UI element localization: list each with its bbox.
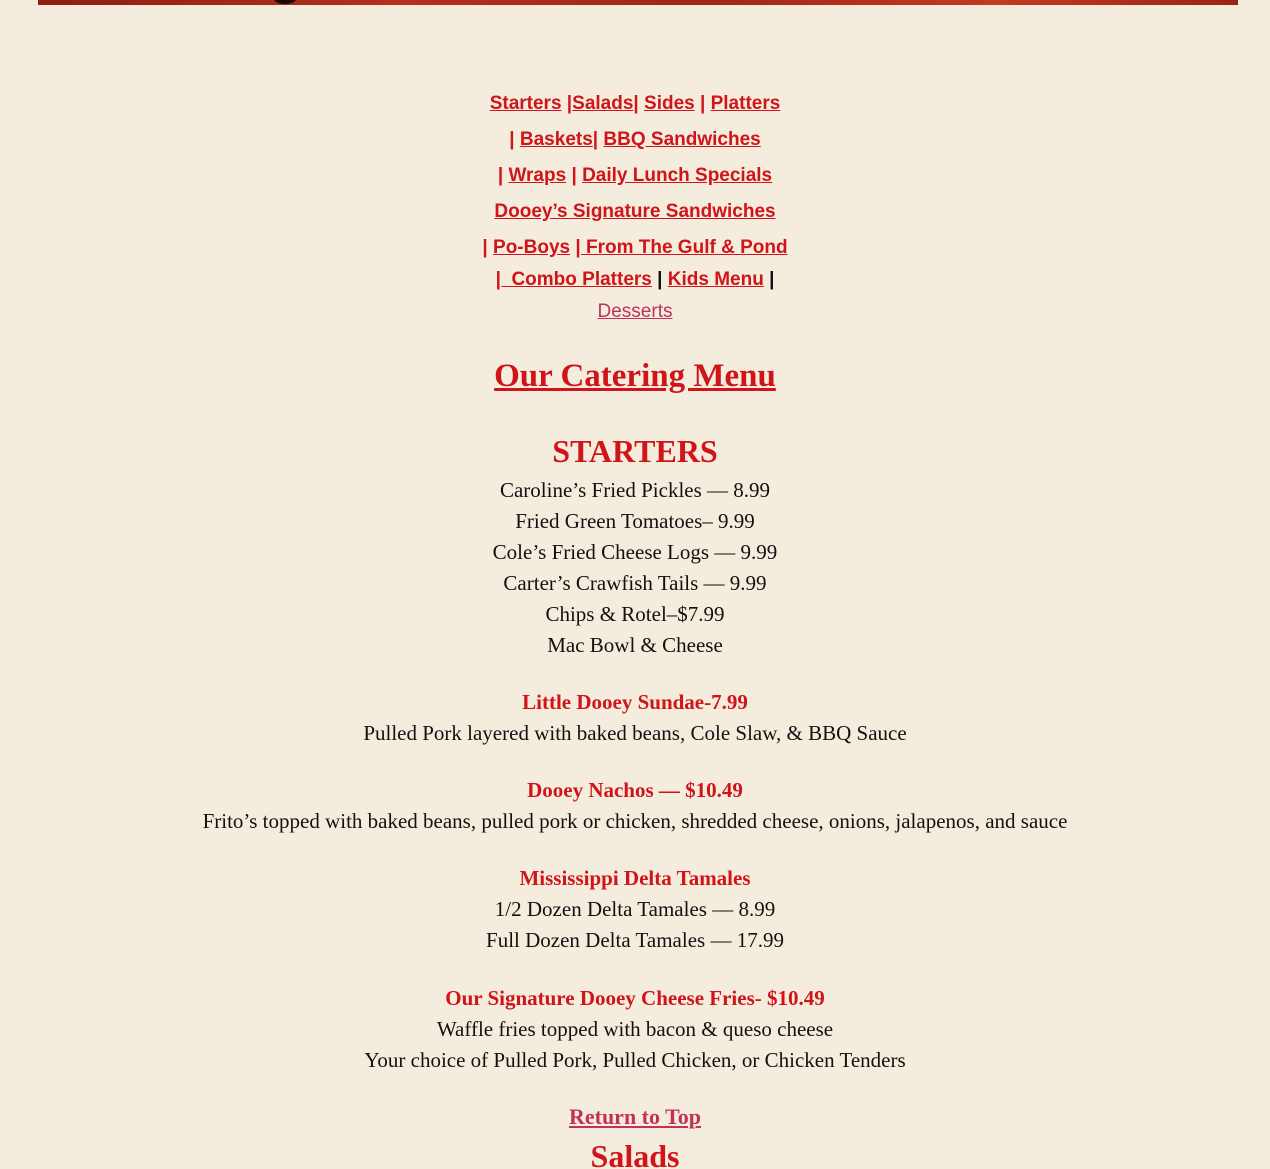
menu-item-heading: Our Signature Dooey Cheese Fries- $10.49	[445, 986, 825, 1010]
nav-separator: |	[497, 165, 509, 186]
menu-item: Cole’s Fried Cheese Logs — 9.99	[492, 540, 778, 564]
menu-nav-row-1	[0, 93, 1270, 115]
menu-nav-row-4	[0, 201, 1270, 223]
nav-link-daily-lunch-specials[interactable]: Daily Lunch Specials	[582, 165, 773, 186]
menu-item-description: Your choice of Pulled Pork, Pulled Chicken, or Chicken Tenders	[364, 1048, 906, 1072]
nav-link-baskets[interactable]: Baskets	[519, 129, 593, 150]
menu-nav-row-5	[0, 237, 1270, 259]
nav-separator: |	[633, 93, 645, 114]
menu-item: Fried Green Tomatoes– 9.99	[515, 509, 755, 533]
nav-separator: |	[509, 129, 520, 150]
menu-item-description: Waffle fries topped with bacon & queso cheese	[436, 1017, 834, 1041]
nav-separator: |	[651, 269, 668, 290]
nav-link-gulf-and-pond[interactable]: | From The Gulf & Pond	[575, 237, 788, 258]
nav-link-kids-menu[interactable]: Kids Menu	[667, 269, 764, 290]
menu-item-heading: Mississippi Delta Tamales	[519, 866, 751, 890]
nav-separator: |	[592, 129, 604, 150]
menu-nav-row-6	[0, 269, 1270, 291]
nav-link-starters[interactable]: Starters	[489, 93, 562, 114]
menu-item: Full Dozen Delta Tamales — 17.99	[486, 928, 784, 952]
menu-item-heading: Little Dooey Sundae-7.99	[522, 690, 748, 714]
nav-link-wraps[interactable]: Wraps	[508, 165, 567, 186]
nav-separator: |	[482, 237, 494, 258]
header-banner-image	[38, 0, 1238, 5]
menu-nav-row-7	[0, 301, 1270, 323]
menu-item: 1/2 Dozen Delta Tamales — 8.99	[494, 897, 776, 921]
salads-section-title: Salads	[590, 1138, 680, 1169]
menu-item: Caroline’s Fried Pickles — 8.99	[499, 478, 771, 502]
menu-item-heading: Dooey Nachos — $10.49	[527, 778, 743, 802]
menu-item: Carter’s Crawfish Tails — 9.99	[503, 571, 767, 595]
return-to-top-link[interactable]: Return to Top	[568, 1104, 702, 1129]
nav-link-bbq-sandwiches[interactable]: BBQ Sandwiches	[603, 129, 761, 150]
nav-link-signature-sandwiches[interactable]: Dooey’s Signature Sandwiches	[494, 201, 776, 222]
nav-link-desserts[interactable]: Desserts	[597, 301, 673, 322]
catering-menu-heading: Our Catering Menu	[494, 358, 776, 394]
nav-link-combo-platters[interactable]: | Combo Platters	[495, 269, 652, 290]
banner-logo-fragment	[274, 0, 296, 4]
menu-nav-row-2	[0, 129, 1270, 151]
nav-link-po-boys[interactable]: Po-Boys	[493, 237, 571, 258]
nav-separator: |	[566, 165, 583, 186]
starters-section-title: STARTERS	[552, 433, 718, 469]
nav-separator: |	[694, 93, 711, 114]
menu-item-description: Frito’s topped with baked beans, pulled pork or chicken, shredded cheese, onions, jalapenos, and sauce	[202, 809, 1068, 833]
menu-item-description: Pulled Pork layered with baked beans, Cole Slaw, & BBQ Sauce	[363, 721, 907, 745]
nav-separator: |	[561, 93, 573, 114]
nav-link-sides[interactable]: Sides	[644, 93, 695, 114]
return-to-top-row	[0, 1104, 1270, 1130]
nav-link-platters[interactable]: Platters	[710, 93, 781, 114]
menu-item: Mac Bowl & Cheese	[547, 633, 723, 657]
menu-item: Chips & Rotel–$7.99	[545, 602, 725, 626]
nav-separator: |	[763, 269, 775, 290]
nav-link-salads[interactable]: Salads	[572, 93, 634, 114]
menu-nav-row-3	[0, 165, 1270, 187]
